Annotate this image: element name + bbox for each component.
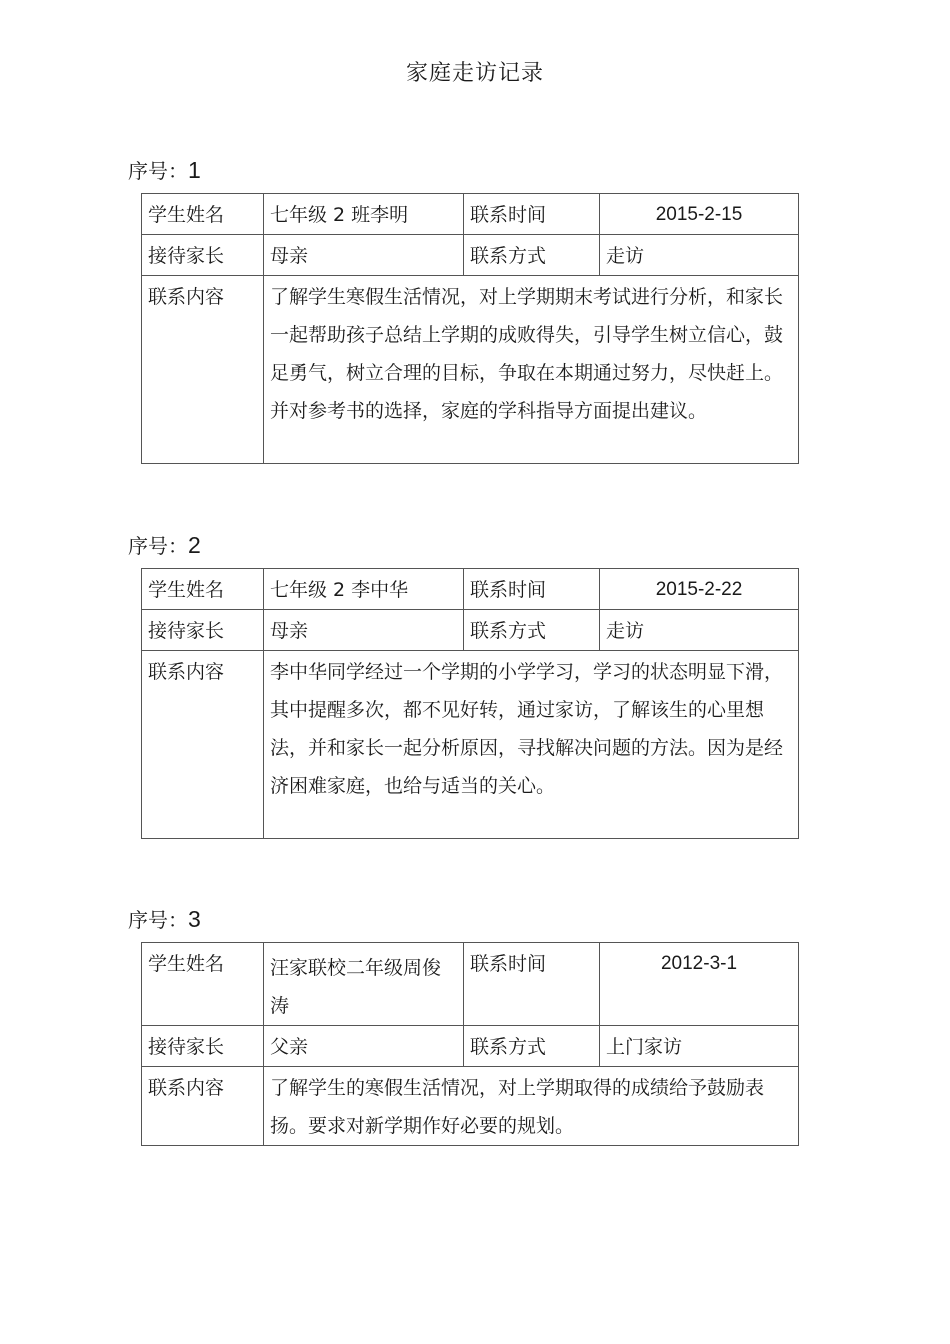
page-title: 家庭走访记录 <box>405 61 544 86</box>
parent-value: 父亲 <box>264 1026 464 1067</box>
contact-method-value: 走访 <box>600 610 799 651</box>
student-name-value: 汪家联校二年级周俊涛 <box>264 943 464 1026</box>
parent-value: 母亲 <box>264 235 464 276</box>
record-number <box>128 155 201 184</box>
record-number-value: 1 <box>188 157 201 183</box>
student-name-label: 学生姓名 <box>142 943 264 1026</box>
contact-time-label: 联系时间 <box>464 943 600 1026</box>
contact-method-value: 上门家访 <box>600 1026 799 1067</box>
contact-method-value: 走访 <box>600 235 799 276</box>
contact-method-label: 联系方式 <box>464 1026 600 1067</box>
contact-time-label: 联系时间 <box>464 569 600 610</box>
contact-content-value: 李中华同学经过一个学期的小学学习，学习的状态明显下滑，其中提醒多次，都不见好转，通过家访，了解该生的心里想法，并和家长一起分析原因，寻找解决问题的方法。因为是经济困难家庭，也给与适当的关心。 <box>264 651 799 839</box>
record-number-label: 序号： <box>128 534 188 558</box>
contact-time-value: 2015-2-22 <box>600 569 799 610</box>
record-table <box>141 942 799 1146</box>
record-number-value: 3 <box>188 906 201 932</box>
contact-time-label: 联系时间 <box>464 194 600 235</box>
parent-label: 接待家长 <box>142 235 264 276</box>
contact-content-label: 联系内容 <box>142 651 264 839</box>
record-number-label: 序号： <box>128 159 188 183</box>
student-name-value: 七年级 2 班李明 <box>264 194 464 235</box>
contact-method-label: 联系方式 <box>464 610 600 651</box>
record-number <box>128 530 201 559</box>
student-name-label: 学生姓名 <box>142 569 264 610</box>
contact-time-value: 2015-2-15 <box>600 194 799 235</box>
contact-content-value: 了解学生寒假生活情况，对上学期期末考试进行分析，和家长一起帮助孩子总结上学期的成败得失，引导学生树立信心，鼓足勇气，树立合理的目标，争取在本期通过努力，尽快赶上。并对参考书的选择，家庭的学科指导方面提出建议。 <box>264 276 799 464</box>
parent-label: 接待家长 <box>142 1026 264 1067</box>
record-number <box>128 904 201 933</box>
parent-value: 母亲 <box>264 610 464 651</box>
record-table <box>141 568 799 839</box>
contact-method-label: 联系方式 <box>464 235 600 276</box>
student-name-value: 七年级 2 李中华 <box>264 569 464 610</box>
student-name-label: 学生姓名 <box>142 194 264 235</box>
contact-time-value: 2012-3-1 <box>600 943 799 1026</box>
record-number-label: 序号： <box>128 908 188 932</box>
parent-label: 接待家长 <box>142 610 264 651</box>
contact-content-value: 了解学生的寒假生活情况，对上学期取得的成绩给予鼓励表扬。要求对新学期作好必要的规划。 <box>264 1067 799 1146</box>
contact-content-label: 联系内容 <box>142 276 264 464</box>
record-table <box>141 193 799 464</box>
record-number-value: 2 <box>188 532 201 558</box>
contact-content-label: 联系内容 <box>142 1067 264 1146</box>
